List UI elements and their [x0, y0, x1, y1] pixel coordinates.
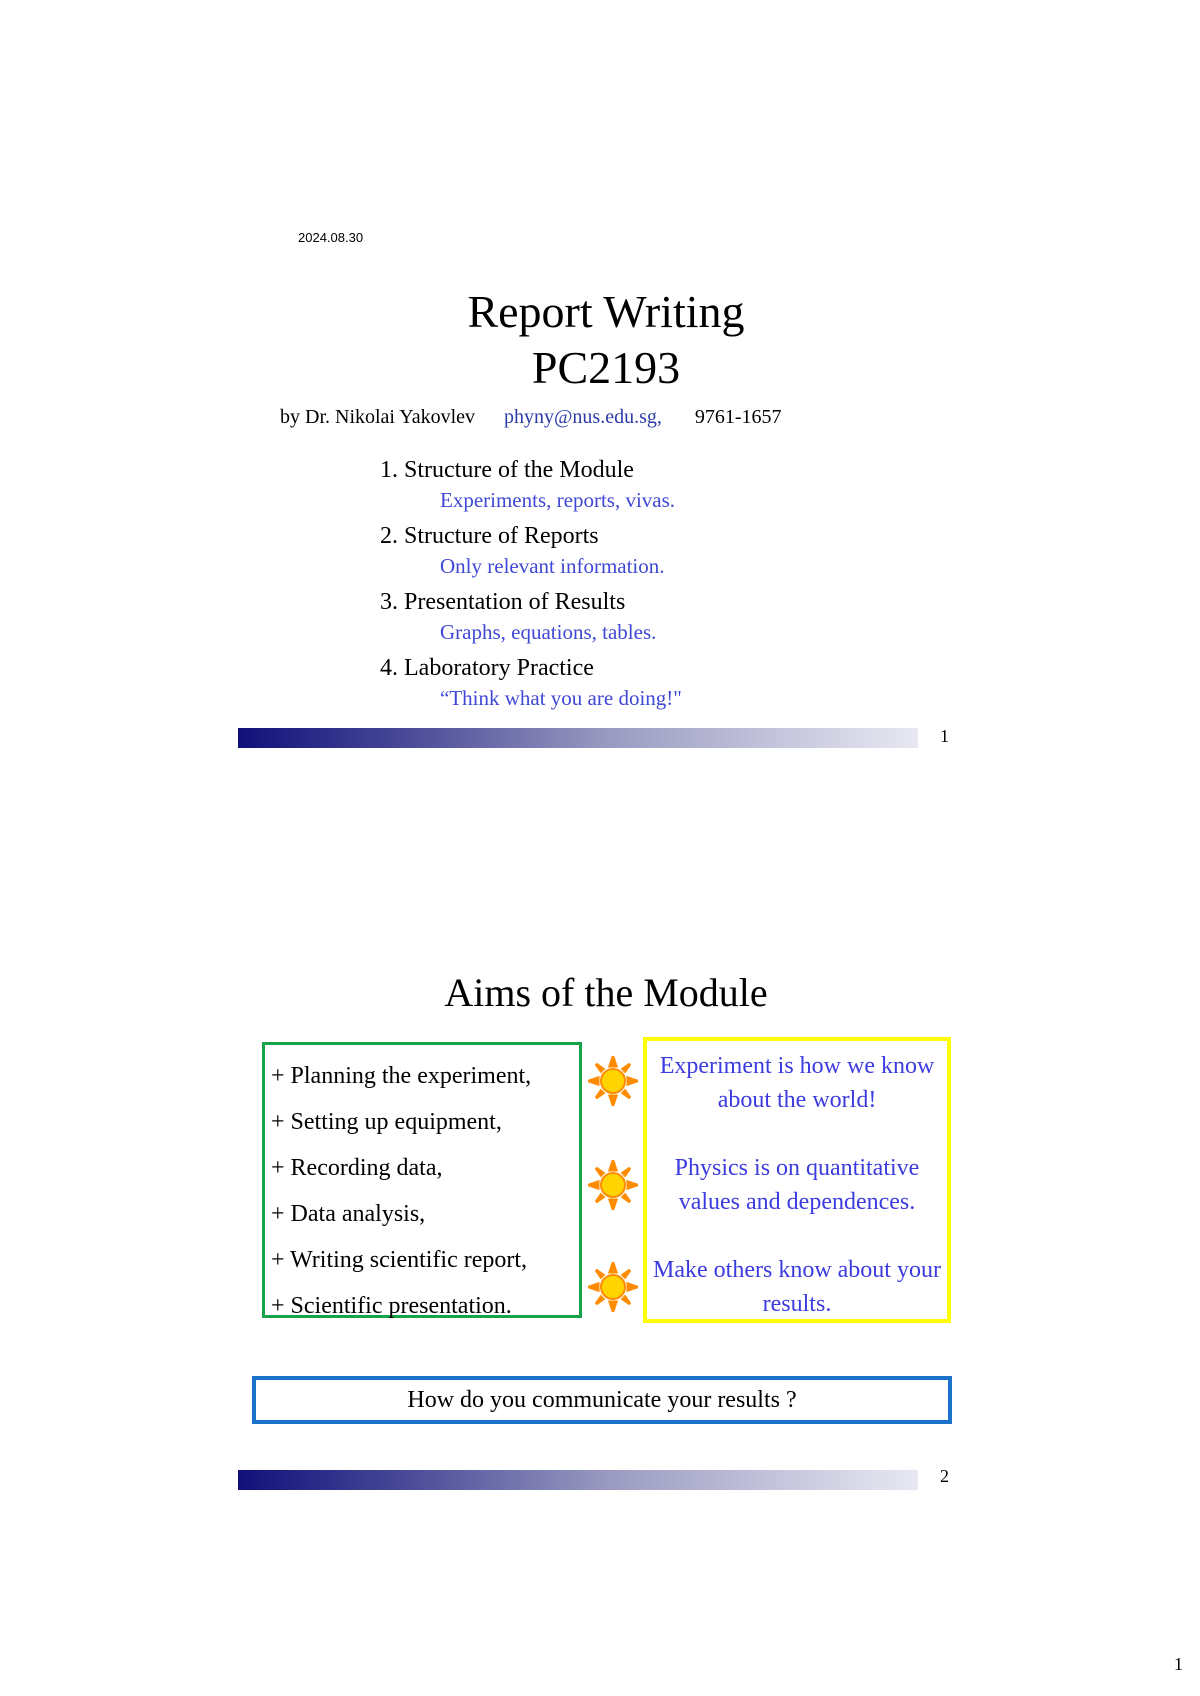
aim-item: + Data analysis,	[271, 1201, 426, 1227]
info-statement: Make others know about your results.	[653, 1257, 941, 1317]
outline-subtext: Graphs, equations, tables.	[440, 620, 657, 644]
slide1-footer-bar	[238, 728, 918, 748]
aim-item: + Recording data,	[271, 1155, 443, 1181]
aim-item: + Scientific presentation.	[271, 1293, 512, 1319]
outline-heading: 1. Structure of the Module	[380, 457, 634, 483]
slide1-title-line1: Report Writing	[467, 286, 745, 337]
page-number: 1	[1174, 1654, 1183, 1674]
slide2-number: 2	[940, 1466, 949, 1486]
author-email-link[interactable]: phyny@nus.edu.sg,	[504, 406, 662, 428]
slide2-title: Aims of the Module	[444, 970, 768, 1015]
outline-subtext: Experiments, reports, vivas.	[440, 488, 676, 512]
outline-heading: 3. Presentation of Results	[380, 589, 626, 615]
info-box	[643, 1037, 951, 1323]
author-phone: 9761-1657	[694, 406, 782, 428]
author-name: by Dr. Nikolai Yakovlev	[280, 406, 475, 428]
question-box: How do you communicate your results ?	[252, 1376, 952, 1424]
byline	[280, 406, 782, 429]
sun-icon	[588, 1056, 638, 1106]
aim-item: + Setting up equipment,	[271, 1109, 502, 1135]
outline-item	[380, 652, 682, 712]
info-statement: Experiment is how we know about the world!	[659, 1053, 935, 1113]
slide2-footer-bar	[238, 1470, 918, 1490]
slide1-number: 1	[940, 726, 949, 746]
outline-heading: 2. Structure of Reports	[380, 523, 599, 549]
sun-icon	[588, 1160, 638, 1210]
outline-item	[380, 520, 682, 580]
outline-list	[380, 454, 682, 718]
outline-heading: 4. Laboratory Practice	[380, 655, 594, 681]
outline-item	[380, 454, 682, 514]
slide1-title-line2: PC2193	[531, 342, 681, 393]
info-statement: Physics is on quantitative values and dependences.	[674, 1155, 920, 1215]
outline-item	[380, 586, 682, 646]
outline-subtext: “Think what you are doing!"	[440, 686, 682, 710]
sun-icon	[588, 1262, 638, 1312]
aims-list-box	[262, 1042, 582, 1318]
aim-item: + Writing scientific report,	[271, 1247, 528, 1273]
slide1-date: 2024.08.30	[298, 230, 364, 245]
aim-item: + Planning the experiment,	[271, 1063, 532, 1089]
outline-subtext: Only relevant information.	[440, 554, 665, 578]
